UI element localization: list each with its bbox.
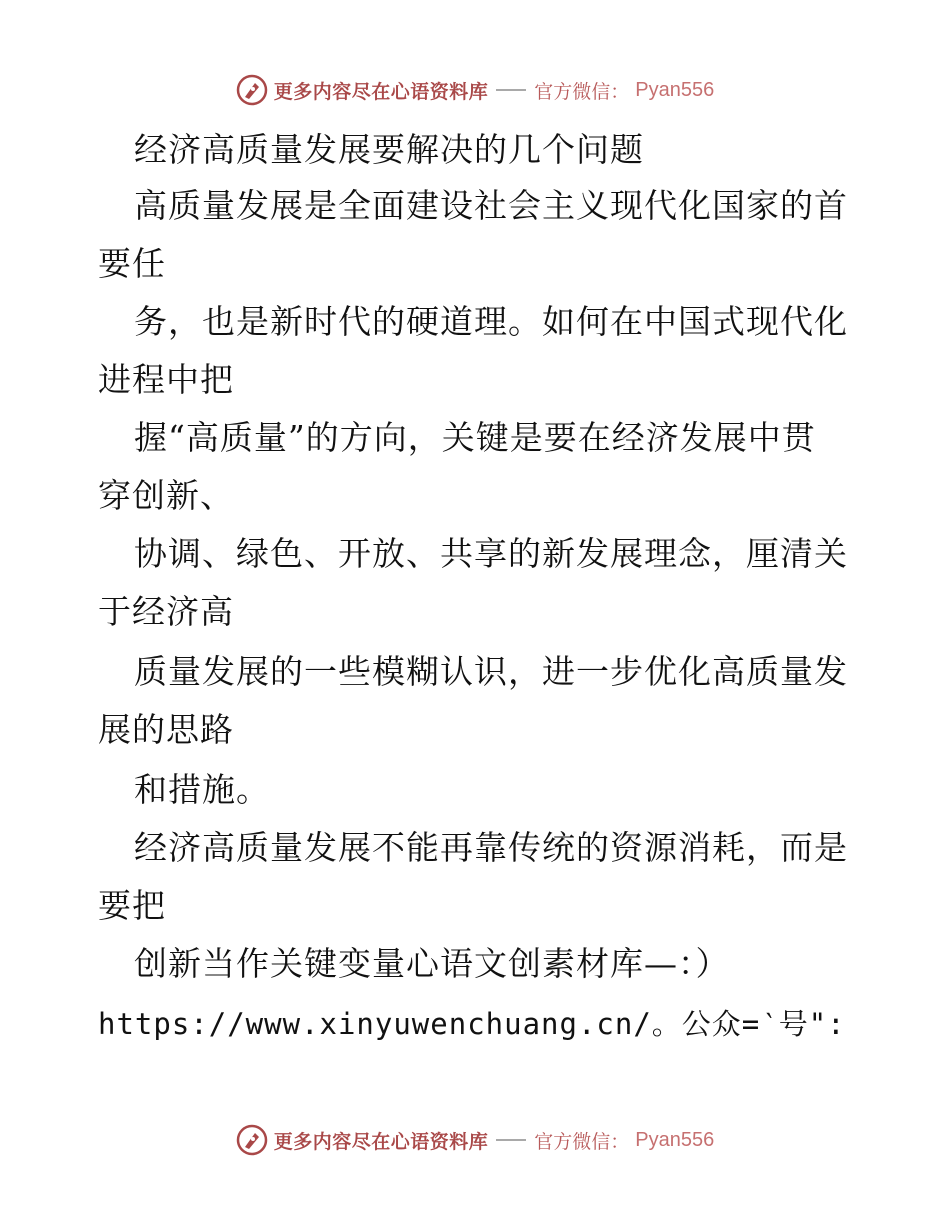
paragraph-line: 握“高质量”的方向，关键是要在经济发展中贯 — [134, 418, 816, 457]
paragraph-line: 进程中把 — [98, 360, 234, 399]
paragraph-line: 经济高质量发展不能再靠传统的资源消耗，而是 — [134, 828, 848, 867]
watermark-dash — [496, 1139, 526, 1141]
watermark-wechat-id: Pyan556 — [635, 78, 715, 101]
paragraph-line: 和措施。 — [134, 770, 270, 809]
paragraph-line: 高质量发展是全面建设社会主义现代化国家的首 — [134, 186, 848, 225]
paragraph-line: 展的思路 — [98, 710, 234, 749]
url-line: https://www.xinyuwenchuang.cn/。公众=‵号": — [98, 1007, 846, 1041]
header-watermark — [0, 72, 950, 108]
footer-watermark — [0, 1122, 950, 1158]
paragraph-line: 创新当作关键变量心语文创素材库—：） — [134, 944, 730, 983]
paragraph-line: 务，也是新时代的硬道理。如何在中国式现代化 — [134, 302, 848, 341]
article-title: 经济高质量发展要解决的几个问题 — [134, 130, 644, 169]
pen-nib-logo-icon — [236, 1124, 268, 1156]
paragraph-line: 穿创新、 — [98, 476, 234, 515]
pen-nib-logo-icon — [236, 74, 268, 106]
paragraph-line: 协调、绿色、开放、共享的新发展理念，厘清关 — [134, 534, 848, 573]
watermark-wechat-label: 官方微信： — [534, 80, 630, 103]
paragraph-line: 要任 — [98, 244, 166, 283]
paragraph-line: 要把 — [98, 886, 166, 925]
watermark-brand-text: 更多内容尽在心语资料库 — [273, 1130, 489, 1153]
watermark-wechat-label: 官方微信： — [534, 1130, 630, 1153]
watermark-wechat-id: Pyan556 — [635, 1128, 715, 1151]
paragraph-line: 质量发展的一些模糊认识，进一步优化高质量发 — [134, 652, 848, 691]
paragraph-line: 于经济高 — [98, 592, 234, 631]
watermark-brand-text: 更多内容尽在心语资料库 — [273, 80, 489, 103]
watermark-dash — [496, 89, 526, 91]
